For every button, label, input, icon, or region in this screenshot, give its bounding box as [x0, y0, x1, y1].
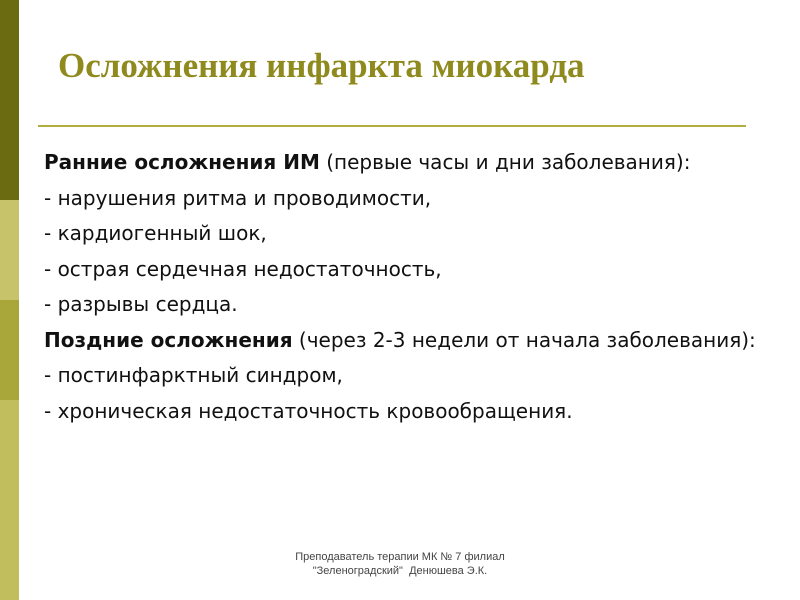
late-heading-note: (через 2-3 недели от начала заболевания): — [292, 327, 756, 352]
late-heading-bold: Поздние осложнения — [44, 327, 293, 352]
list-item: - разрывы сердца. — [44, 292, 238, 316]
early-heading-bold: Ранние осложнения ИМ — [44, 150, 320, 174]
list-item: - постинфарктный синдром, — [44, 363, 343, 387]
strip-segment-light-bottom — [0, 400, 19, 600]
slide-title: Осложнения инфаркта миокарда — [58, 46, 585, 85]
strip-segment-dark — [0, 0, 19, 200]
strip-segment-mid — [0, 300, 19, 400]
slide-footer — [200, 550, 600, 578]
slide-body — [44, 147, 784, 431]
footer-line-1: Преподаватель терапии МК № 7 филиал — [295, 551, 505, 563]
list-item: - острая сердечная недостаточность, — [44, 256, 442, 281]
strip-segment-light — [0, 200, 19, 300]
footer-line-2: "Зеленоградский" Денюшева Э.К. — [312, 565, 488, 577]
early-heading-note: (первые часы и дни заболевания): — [319, 150, 691, 174]
list-item: - нарушения ритма и проводимости, — [44, 185, 432, 210]
list-item: - кардиогенный шок, — [44, 221, 267, 245]
title-divider — [38, 125, 746, 127]
late-complications-heading — [44, 325, 784, 356]
early-complications-heading — [44, 147, 784, 178]
decorative-side-strip — [0, 0, 19, 600]
list-item: - хроническая недостаточность кровообращения. — [44, 398, 573, 423]
